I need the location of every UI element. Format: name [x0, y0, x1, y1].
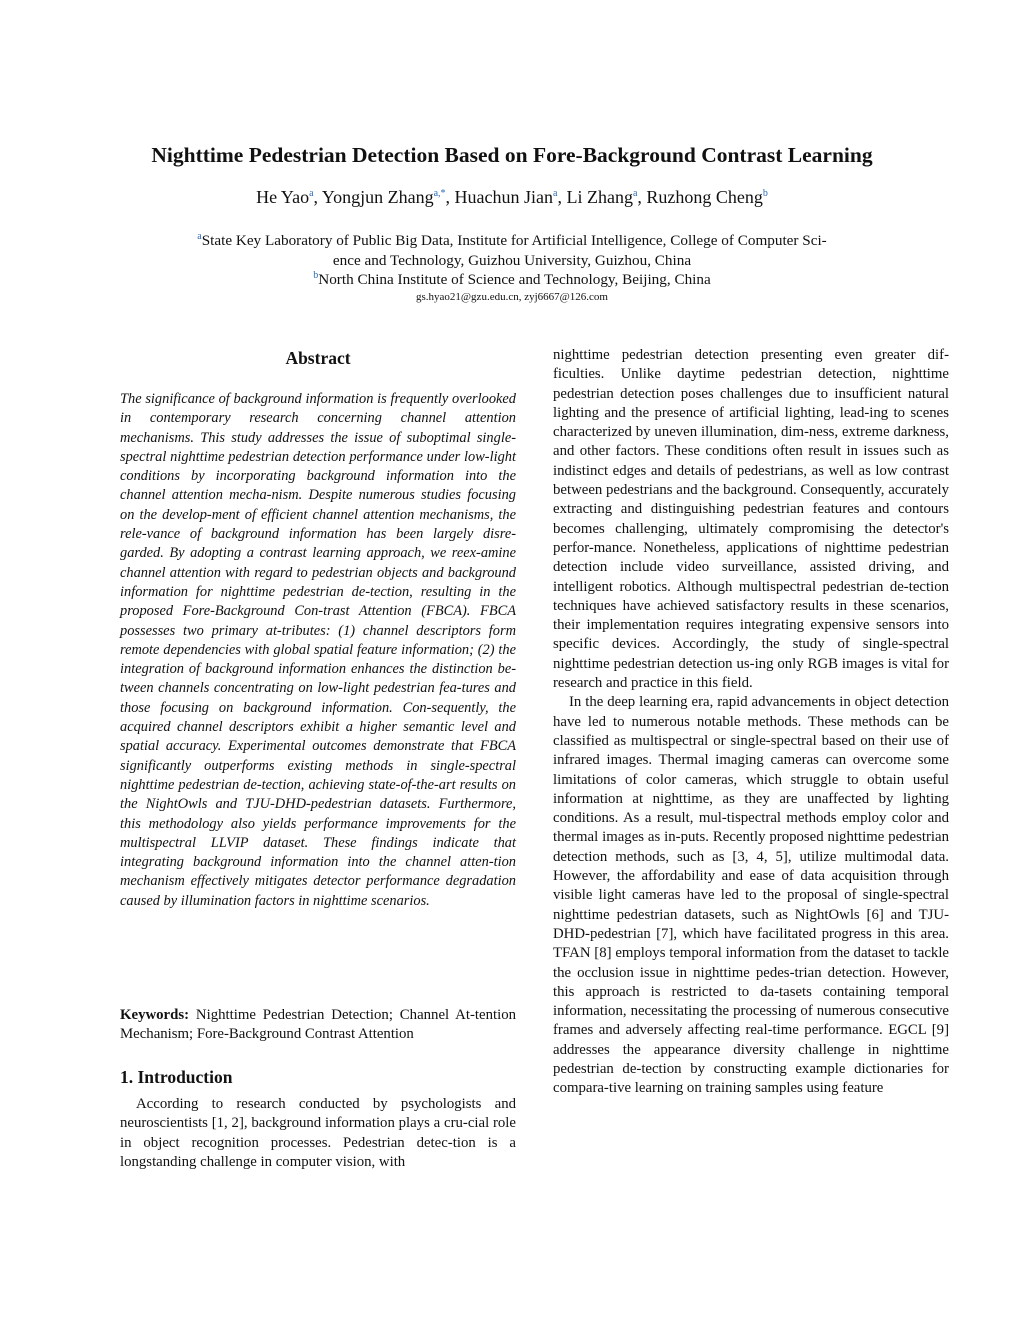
author-separator: , [637, 187, 647, 207]
affiliation-mark: a [632, 188, 638, 199]
intro-paragraph-left: According to research conducted by psychologists and neuroscientists [1, 2], background information plays a cru-cial role in object recognition processes. Pedestrian detec-tion is a longstanding challenge in computer vision, with [120, 1096, 516, 1170]
author-separator: , [445, 187, 455, 207]
abstract-body: The significance of background information is frequently overlooked in contemporary research concerning channel attention mechanisms. This study addresses the issue of suboptimal single-spectral nighttime pedestrian detection performance under low-light conditions by incorporating background information into the channel attention mecha-nism. Despite numerous studies focusing on the develop-ment of efficient channel attention mechanisms, the rele-vance of background information has been largely disre-garded. By adopting a contrast learning approach, we reex-amine channel attention with regard to pedestrian objects and background information for nighttime pedestrian de-tection, resulting in the proposed Fore-Background Con-trast Attention (FBCA). FBCA possesses two primary at-tributes: (1) channel descriptors form remote dependencies with global spatial feature information; (2) the integration of background information enhances the distinction be-tween channels concentrating on low-light pedestrian fea-tures and those focusing on background information. Con-sequently, the acquired channel descriptors exhibit a higher semantic level and spatial accuracy. Experimental outcomes demonstrate that FBCA significantly outperforms existing methods in single-spectral nighttime pedestrian de-tection, achieving state-of-the-art results on the NightOwls and TJU-DHD-pedestrian datasets. Furthermore, this methodology also yields performance improvements for the multispectral LLVIP dataset. These findings indicate that integrating background information into the channel atten-tion mechanism effectively mitigates detector performance degradation caused by illumination factors in nighttime scenarios. [120, 391, 516, 909]
abstract-heading: Abstract [285, 348, 351, 368]
affiliation-b-line: North China Institute of Science and Technology, Beijing, China [318, 271, 711, 288]
affiliation-mark: b [313, 269, 319, 281]
affiliation-a-continued: ence and Technology, Guizhou University, Guizhou, China [332, 251, 692, 269]
section-heading-introduction: 1. Introduction [120, 1067, 233, 1087]
author-list [0, 185, 1024, 209]
author-name: Ruzhong Cheng [646, 187, 763, 207]
author-emails: gs.hyao21@gzu.edu.cn, zyj6667@126.com [416, 291, 608, 303]
right-column [553, 346, 949, 1099]
keywords-label: Keywords: [120, 1007, 190, 1023]
author-separator: , [557, 187, 567, 207]
intro-paragraph-deep-learning: In the deep learning era, rapid advancements in object detection have led to numerous notable methods. These methods can be classified as multispectral or single-spectral based on their use of infrared images. Thermal imaging cameras can overcome some limitations of color cameras, which struggle to obtain useful information at nighttime, as they are unaffected by lighting conditions. As a result, mul-tispectral methods employ color and thermal images as in-puts. Recently proposed nighttime pedestrian detection methods, such as [3, 4, 5], utilize multimodal data. However, the affordability and ease of data acquisition through visible light cameras have led to the proposal of single-spectral nighttime pedestrian datasets, such as NightOwls [6] and TJU-DHD-pedestrian [7], which have facilitated progress in this area. TFAN [8] employs temporal information from the dataset to tackle the occlusion issue in nighttime pedes-trian detection. However, this approach is restricted to da-tasets containing temporal information, necessitating the processing of numerous consecutive frames and adversely affecting real-time performance. EGCL [9] addresses the appearance diversity challenge in nighttime pedestrian de-tection by constructing example dictionaries for compara-tive learning on training samples using feature [553, 694, 949, 1097]
author-name: Li Zhang [566, 187, 633, 207]
paper-title: Nighttime Pedestrian Detection Based on Fore-Background Contrast Learning [151, 143, 873, 167]
affiliation-b [100, 270, 924, 290]
affiliations [100, 231, 924, 290]
author-name: He Yao [256, 187, 310, 207]
author-name: Huachun Jian [454, 187, 554, 207]
affiliation-mark: a,* [433, 188, 446, 199]
affiliation-mark: a [309, 188, 314, 199]
author-name: Yongjun Zhang [321, 187, 434, 207]
affiliation-mark: a [197, 230, 202, 242]
affiliation-a [100, 231, 924, 251]
keywords [120, 1006, 516, 1045]
intro-paragraph-continued: nighttime pedestrian detection presenting even greater dif-ficulties. Unlike daytime pedestrian detection, nighttime pedestrian detection poses challenges due to insufficient natural lighting and the presence of artificial lighting, lead-ing to scenes characterized by uneven illumination, dim-ness, extreme darkness, and other factors. These conditions often result in issues such as indistinct edges and details of pedestrians, as well as low contrast between pedestrians and the background. Consequently, accurately extracting and distinguishing pedestrian features and contours becomes challenging, ultimately compromising the detector's perfor-mance. Nonetheless, applications of nighttime pedestrian detection include video surveillance, assisted driving, and intelligent robotics. Although multispectral pedestrian de-tection techniques have achieved satisfactory results in these scenarios, their implementation requires integrating expensive sensors into specific devices. Accordingly, the study of single-spectral nighttime pedestrian detection us-ing only RGB images is vital for research and practice in this field. [553, 347, 949, 692]
author-separator: , [313, 187, 322, 207]
keywords-text: Nighttime Pedestrian Detection; Channel At-tention Mechanism; Fore-Background Contrast Attention [120, 1007, 516, 1043]
affiliation-mark: b [762, 188, 768, 199]
affiliation-a-line1: State Key Laboratory of Public Big Data, Institute for Artificial Intelligence, College of Computer Sci- [201, 232, 827, 249]
affiliation-mark: a [553, 188, 558, 199]
